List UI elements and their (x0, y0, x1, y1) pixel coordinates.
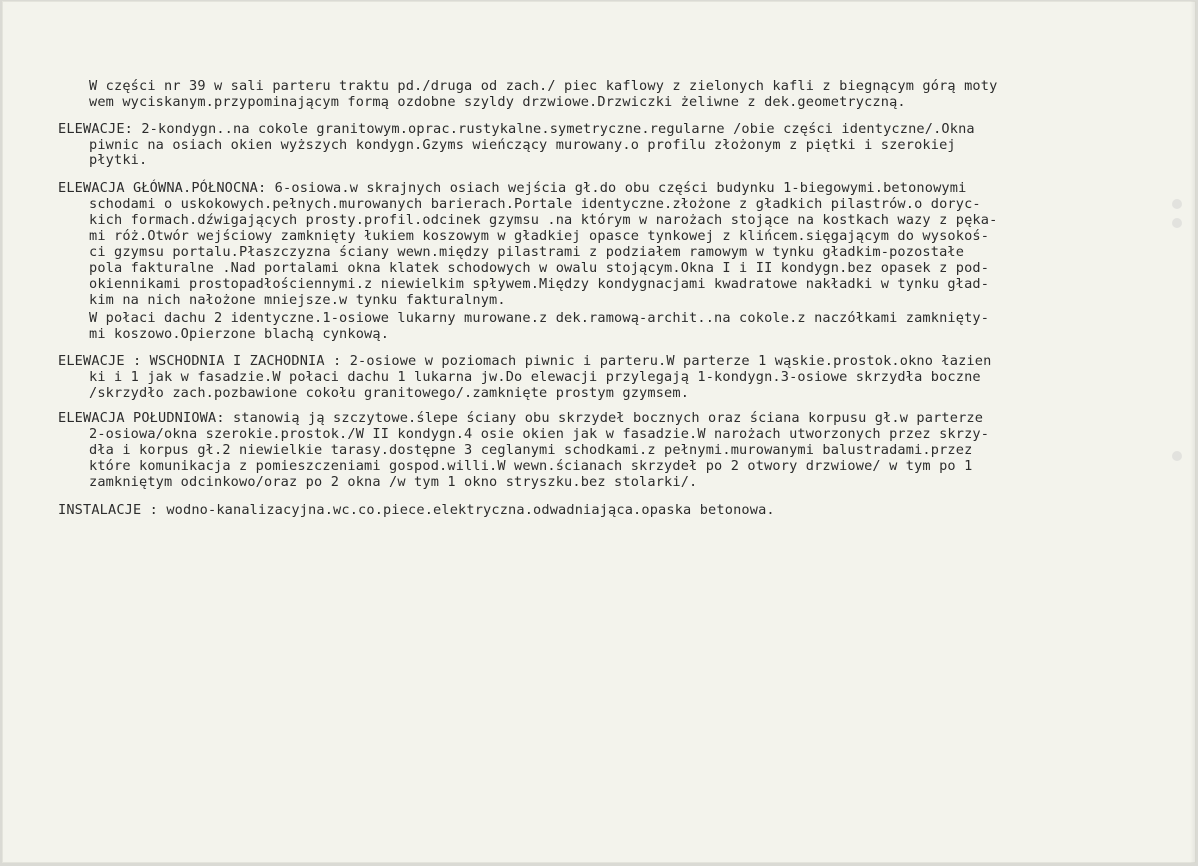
text-line: 2-osiowa/okna szerokie.prostok./W II kondygn.4 osie okien jak w fasadzie.W narożach utworzonych przez skrzy- (89, 426, 990, 442)
section-heading-line: ELEWACJA POŁUDNIOWA: stanowią ją szczytowe.ślepe ściany obu skrzydeł bocznych oraz ściana korpusu gł.w parterze (58, 410, 984, 426)
document-card (2, 1, 1196, 863)
paper-speck (1172, 199, 1182, 209)
text-line: piwnic na osiach okien wyższych kondygn.Gzyms wieńczący murowany.o profilu złożonym z piętki i szerokiej (89, 137, 956, 153)
card-edge-shadow (1190, 1, 1196, 863)
text-line: kim na nich nałożone mniejsze.w tynku fakturalnym. (89, 292, 506, 308)
section-heading-line: ELEWACJA GŁÓWNA.PÓŁNOCNA: 6-osiowa.w skrajnych osiach wejścia gł.do obu części budynku 1-biegowymi.betonowymi (58, 180, 967, 196)
document-text (2, 1, 1196, 863)
text-line: mi róż.Otwór wejściowy zamknięty łukiem koszowym w gładkiej opasce tynkowej z klińcem.sięgającym do wysokoś- (89, 228, 990, 244)
text-line: dła i korpus gł.2 niewielkie tarasy.dostępne 3 ceglanymi schodkami.z pełnymi.murowanymi balustradami.przez (89, 442, 973, 458)
text-line: /skrzydło zach.pozbawione cokołu granitowego/.zamknięte prostym gzymsem. (89, 385, 690, 401)
section-heading-line: INSTALACJE : wodno-kanalizacyjna.wc.co.piece.elektryczna.odwadniająca.opaska betonowa. (58, 502, 775, 518)
text-line: pola fakturalne .Nad portalami okna klatek schodowych w owalu stojącym.Okna I i II kondygn.bez opasek z pod- (89, 260, 990, 276)
text-line: mi koszowo.Opierzone blachą cynkową. (89, 326, 390, 342)
text-line: zamkniętym odcinkowo/oraz po 2 okna /w tym 1 okno stryszku.bez stolarki/. (89, 474, 698, 490)
text-line: ki i 1 jak w fasadzie.W połaci dachu 1 lukarna jw.Do elewacji przylegają 1-kondygn.3-osiowe skrzydła boczne (89, 369, 981, 385)
section-heading-line: ELEWACJE: 2-kondygn..na cokole granitowym.oprac.rustykalne.symetryczne.regularne /obie części identyczne/.Okna (58, 121, 975, 137)
text-line: ci gzymsu portalu.Płaszczyzna ściany wewn.między pilastrami z podziałem ramowym w tynku gładkim-pozostałe (89, 244, 965, 260)
text-line: schodami o uskokowych.pełnych.murowanych barierach.Portale identyczne.złożone z gładkich pilastrów.o doryc- (89, 196, 981, 212)
text-line: okiennikami prostopadłościennymi.z niewielkim spływem.Między kondygnacjami kwadratowe nakładki w tynku gład- (89, 276, 990, 292)
text-line: które komunikacja z pomieszczeniami gospod.willi.W wewn.ścianach skrzydeł po 2 otwory drzwiowe/ w tym po 1 (89, 458, 973, 474)
text-line: W części nr 39 w sali parteru traktu pd./druga od zach./ piec kaflowy z zielonych kafli z biegnącym górą moty (89, 78, 998, 94)
text-line: płytki. (89, 152, 148, 168)
text-line: wem wyciskanym.przypominającym formą ozdobne szyldy drzwiowe.Drzwiczki żeliwne z dek.geometryczną. (89, 94, 906, 110)
paper-speck (1172, 218, 1182, 228)
text-line: W połaci dachu 2 identyczne.1-osiowe lukarny murowane.z dek.ramową-archit..na cokole.z naczółkami zamknięty- (89, 310, 990, 326)
text-line: kich formach.dźwigających prosty.profil.odcinek gzymsu .na którym w narożach stojące na kostkach wazy z pęka- (89, 212, 998, 228)
section-heading-line: ELEWACJE : WSCHODNIA I ZACHODNIA : 2-osiowe w poziomach piwnic i parteru.W parterze 1 wąskie.prostok.okno łazien (58, 353, 992, 369)
paper-speck (1172, 451, 1182, 461)
